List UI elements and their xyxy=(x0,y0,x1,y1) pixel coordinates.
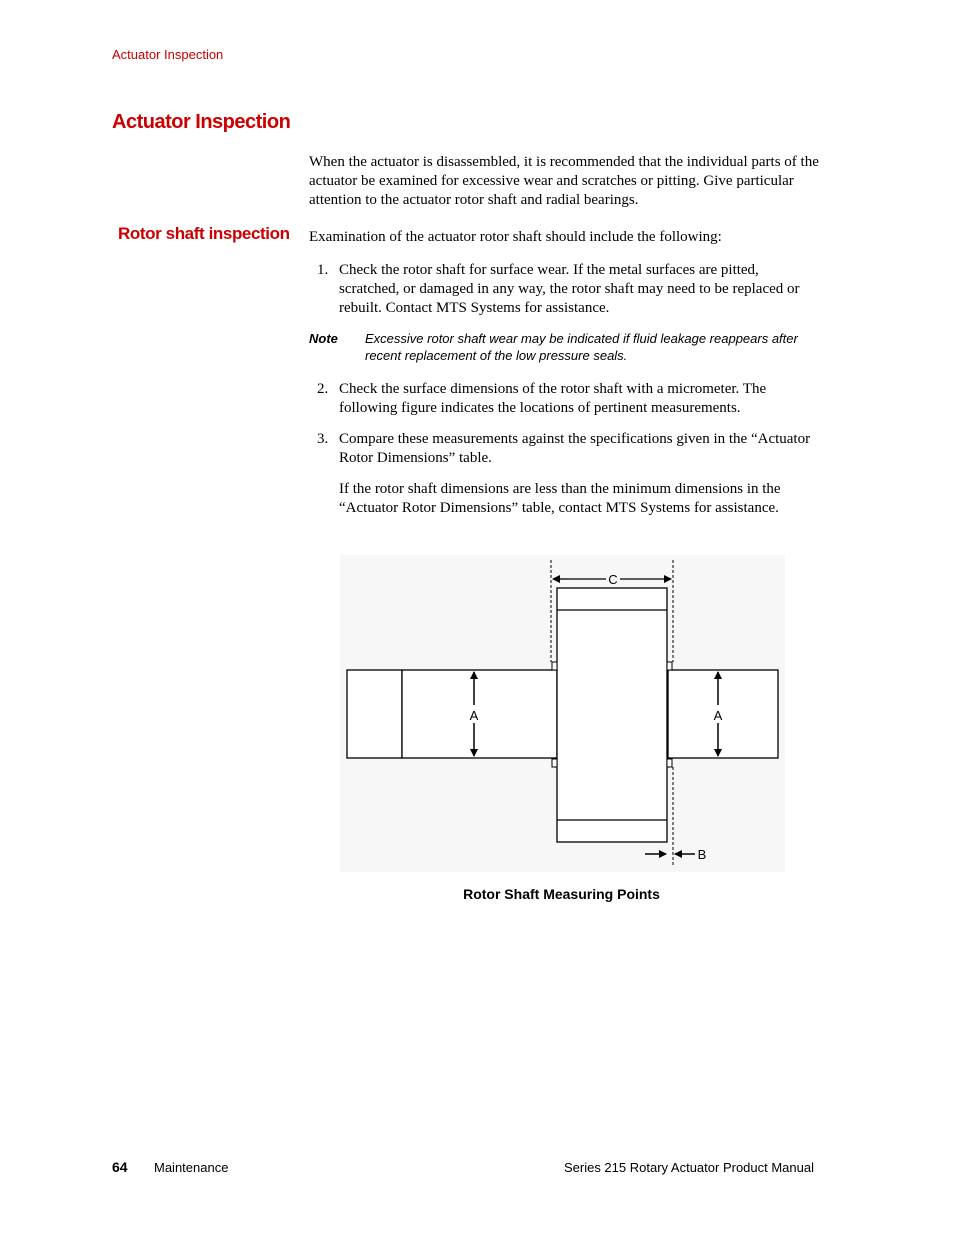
label-a-right: A xyxy=(713,708,723,723)
footer-manual-title: Series 215 Rotary Actuator Product Manual xyxy=(563,1160,814,1175)
label-a-left: A xyxy=(469,708,479,723)
step-number: 3. xyxy=(317,431,329,447)
label-b: B xyxy=(697,847,707,862)
step-text: Check the surface dimensions of the rotor shaft with a micrometer. The following figure indicates the locations of pertinent measurements. xyxy=(339,381,767,416)
label-c: C xyxy=(608,572,618,587)
footer-section: Maintenance xyxy=(154,1160,229,1175)
step-text: Compare these measurements against the specifications given in the “Actuator Rotor Dimensions” table. xyxy=(339,431,811,466)
note-label: Note xyxy=(309,331,338,346)
left-vane-end xyxy=(347,670,402,758)
rotor-shaft-diagram xyxy=(340,555,785,872)
step-number: 2. xyxy=(317,381,329,397)
section-intro: When the actuator is disassembled, it is recommended that the individual parts of the actuator be examined for excessive wear and scratches or pitting. Give particular attention to the actuator rotor shaft and radial bearings. xyxy=(309,154,819,208)
right-vane xyxy=(668,670,778,758)
left-vane xyxy=(402,670,557,758)
section-title: Actuator Inspection xyxy=(112,111,291,133)
step-text: Check the rotor shaft for surface wear. If the metal surfaces are pitted, scratched, or damaged in any way, the rotor shaft may need to be replaced or rebuilt. Contact MTS Systems for assistance. xyxy=(339,262,800,316)
step-followup-text: If the rotor shaft dimensions are less than the minimum dimensions in the “Actuator Rotor Dimensions” table, contact MTS Systems for assistance. xyxy=(339,481,781,516)
subsection-title: Rotor shaft inspection xyxy=(118,224,290,243)
note-text: Excessive rotor shaft wear may be indicated if fluid leakage reappears after recent replacement of the low pressure seals. xyxy=(365,331,798,363)
page-number: 64 xyxy=(112,1159,128,1175)
running-head: Actuator Inspection xyxy=(112,47,224,62)
rotor-shaft-body xyxy=(557,588,667,842)
rotor-shaft-figure xyxy=(340,555,785,872)
subsection-intro: Examination of the actuator rotor shaft should include the following: xyxy=(309,229,722,245)
figure-caption: Rotor Shaft Measuring Points xyxy=(463,886,660,902)
step-number: 1. xyxy=(317,262,329,278)
